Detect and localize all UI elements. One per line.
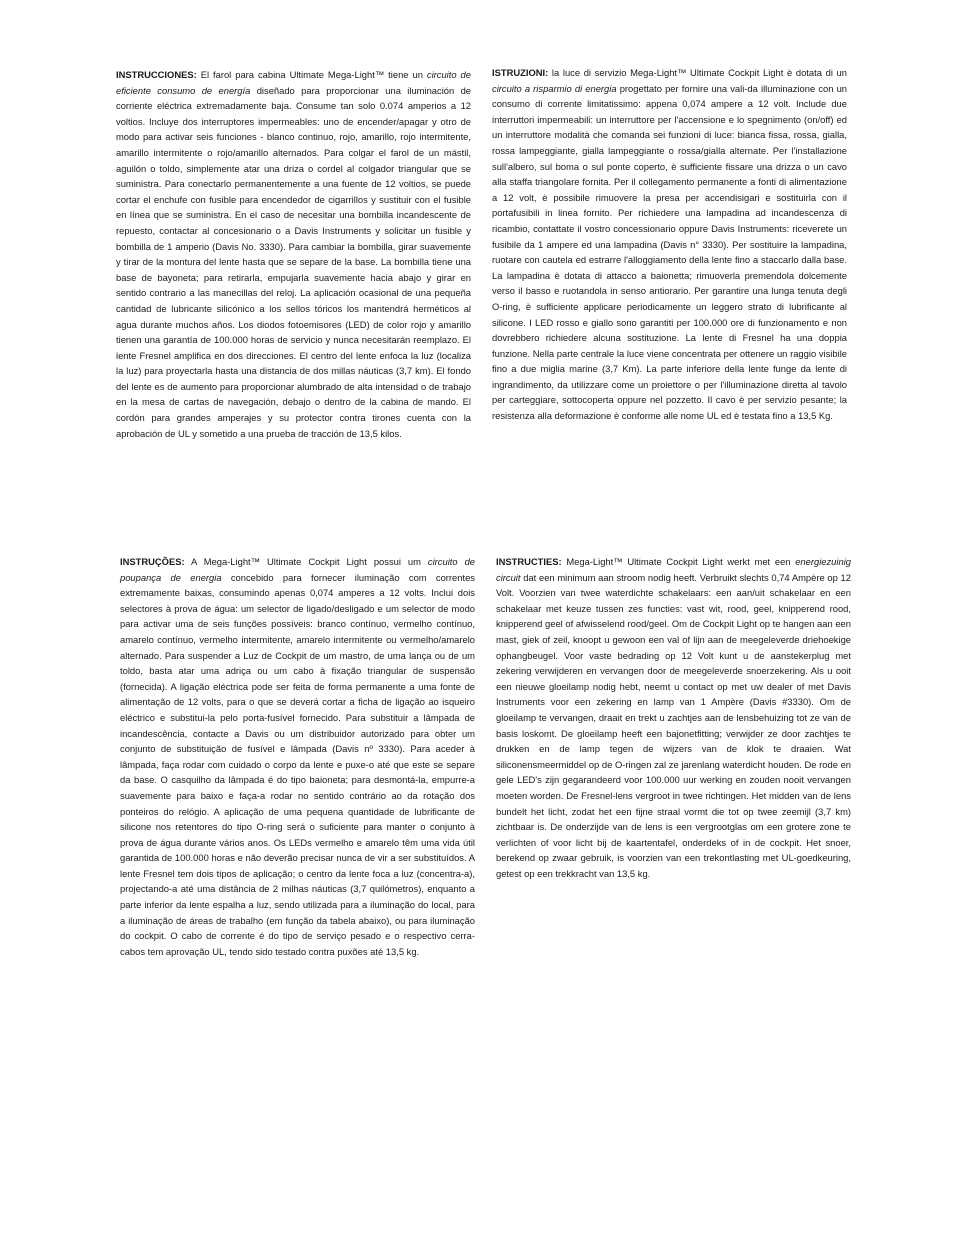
instructions-italian-paragraph xyxy=(492,65,847,424)
instructions-portuguese-emphasis: circuito de poupança de energia xyxy=(120,556,475,583)
instructions-dutch-heading: INSTRUCTIES: xyxy=(496,556,562,567)
instructions-dutch-emphasis: energiezuinig circuit xyxy=(496,556,851,583)
instructions-spanish-heading: INSTRUCCIONES: xyxy=(116,69,197,80)
instructions-spanish-text-2: diseñado para proporcionar una iluminación de corriente eléctrica extremadamente baja. Consume tan solo 0.074 amperios a 12 voltios. Incluye dos interruptores impermeables: uno de encender/apagar y otro de modo para activar seis funciones - blanco continuo, rojo, amarillo, rojo intermitente, amarillo intermitente o rojo/amarillo alternados. Para colgar el farol de un mástil, aguilón o toldo, simplemente atar una driza o cordel al colgador triangular que se suministra. Para conectarlo permanentemente a una fuente de 12 voltios, se puede cortar el enchufe con fusible para encendedor de cigarrillos y sustituir con el fusible en línea que se suministra. En el caso de necesitar una bombilla incandescente de repuesto, contactar al concesionario o a Davis Instruments y solicitar un fusible y bombilla de 1 amperio (Davis No. 3330). Para cambiar la bombilla, girar suavemente y tirar de la montura del lente hasta que se separe de la base. La bombilla tiene una base de bayoneta; para retirarla, empujarla suavemente hacia abajo y girar en sentido contrario a las manecillas del reloj. La aplicación ocasional de una pequeña cantidad de lubricante silicónico a los sellos tóricos los mantendrá herméticos al agua durante muchos años. Los diodos fotoemisores (LED) de color rojo y amarillo tienen una garantía de 100.000 horas de servicio y nunca necesitarán reemplazo. El lente Fresnel amplifica en dos direcciones. El centro del lente enfoca la luz (localiza la luz) para proyectarla hasta una distancia de dos millas náuticas (3,7 km). El fondo del lente es de aumento para proporcionar alumbrado de alta intensidad o de trabajo en la mesa de cartas de navegación, debajo o dentro de la cabina de mando. El cordón para grandes amperajes y su protector contra tirones cuenta con la aprobación de UL y sometido a una prueba de tracción de 13,5 kilos. xyxy=(116,84,472,439)
instructions-italian-heading: ISTRUZIONI: xyxy=(492,67,549,78)
instructions-portuguese-paragraph xyxy=(120,554,475,959)
instructions-portuguese-text-1: A Mega-Light™ Ultimate Cockpit Light possui um xyxy=(184,556,428,567)
instructions-portuguese-heading: INSTRUÇÕES: xyxy=(120,556,185,567)
instructions-dutch-text-1: Mega-Light™ Ultimate Cockpit Light werkt met een xyxy=(561,556,796,567)
instructions-italian-emphasis: circuito a risparmio di energia xyxy=(492,82,617,94)
instructions-dutch xyxy=(496,554,851,881)
instructions-spanish-paragraph xyxy=(116,67,471,441)
instructions-italian-text-1: la luce di servizio Mega-Light™ Ultimate Cockpit Light è dotata di un xyxy=(548,67,847,78)
instructions-spanish-emphasis: circuito de eficiente consumo de energía xyxy=(116,69,471,96)
instructions-portuguese-text-2: concebido para fornecer iluminação com correntes extremamente baixas, consumindo apenas 0,074 amperes a 12 volts. Inclui dois selectores à prova de água: um selector de ligado/desligado e um selector de modo para activar uma de seis funções possíveis: branco contínuo, vermelho contínuo, amarelo contínuo, vermelho intermitente, amarelo intermitente ou vermelho/amarelo alternado. Para suspender a Luz de Cockpit de um mastro, de uma lança ou de um toldo, basta atar uma adriça ou um cabo à fixação triangular de suspensão (fornecida). A ligação eléctrica pode ser feita de forma permanente a uma fonte de alimentação de 12 volts, para o que se deverá cortar a ficha de ligação ao isqueiro eléctrico e substitui-la pelo porta-fusível fornecido. Para substituir a lâmpada de incandescência, contacte a Davis ou um distribuidor autorizado para obter um conjunto de substituição de fusível e lâmpada (Davis nº 3330). Para aceder à lâmpada, faça rodar com cuidado o corpo da lente e puxe-o até que este se separe da base. O casquilho da lâmpada é do tipo baioneta; para desmontá-la, empurre-a suavemente para baixo e faça-a rodar no sentido contrário ao da rotação dos ponteiros do relógio. A aplicação de uma pequena quantidade de lubrificante de silicone nos retentores do tipo O-ring será o suficiente para manter o conjunto à prova de água durante vários anos. Os LEDs vermelho e amarelo têm uma vida útil garantida de 100.000 horas e não deverão precisar nunca de vir a ser substituídos. A lente Fresnel tem dois tipos de aplicação; o centro da lente foca a luz (concentra-a), projectando-a até uma distância de 2 milhas náuticas (3,7 quilómetros), enquanto a parte inferior da lente espalha a luz, sendo utilizada para a iluminação do local, para a iluminação de áreas de trabalho (em função da tabela abaixo), ou para iluminação do cockpit. O cabo de corrente é do tipo de serviço pesado e o respectivo cerra-cabos tem aprovação UL, tendo sido testado contra puxões até 13,5 kg. xyxy=(120,571,475,957)
instructions-portuguese xyxy=(120,554,475,959)
instructions-dutch-text-2: dat een minimum aan stroom nodig heeft. Verbruikt slechts 0,74 Ampère op 12 Volt. Voorzien van twee waterdichte schakelaars: een aan/uit schakelaar en een schakelaar met keuze tussen zes functies: vast wit, rood, geel, knipperend rood, knipperend geel of afwisselend rood/geel. Om de Cockpit Light op te hangen aan een mast, giek of zeil, knoopt u gewoon een val of lijn aan de meegeleverde driehoekige ophangbeugel. Voor vaste bedrading op 12 Volt kunt u de aanstekerplug met zekering verwijderen en vervangen door de meegeleverde snoerzekering. Als u ooit een nieuwe gloeilamp nodig hebt, neemt u contact op met uw dealer of met Davis Instruments voor een zekering en lamp van 1 Ampère (Davis #3330). Om de gloeilamp te vervangen, draait en trekt u zachtjes aan de lensbehuizing tot ze van de basis loskomt. De gloeilamp heeft een bajonetfitting; verwijder ze door zachtjes te drukken en de lamp tegen de wijzers van de klok te draaien. Wat siliconensmeermiddel op de O-ringen zal ze jarenlang waterdicht houden. De rode en gele LED's zijn gegarandeerd voor 100.000 uur werking en zouden nooit vervangen moeten worden. De Fresnel-lens vergroot in twee richtingen. Het midden van de lens bundelt het licht, zodat het een fijne straal vormt die tot op twee zeemijl (3,7 km) zichtbaar is. De onderzijde van de lens is een vergrootglas om een grotere zone te verlichten of voor licht bij de kaartentafel, onderdeks of in de cockpit. Het snoer, berekend op zwaar gebruik, is voorzien van een trekontlasting met UL-goedkeuring, getest op een trekkracht van 13,5 kg. xyxy=(496,571,851,879)
instructions-spanish xyxy=(116,67,471,441)
instructions-italian xyxy=(492,65,847,424)
instructions-dutch-paragraph xyxy=(496,554,851,881)
instructions-spanish-text-1: El farol para cabina Ultimate Mega-Light™ tiene un xyxy=(196,69,427,80)
instructions-italian-text-2: progettato per fornire una vali-da illuminazione con un consumo di corrente limitatissimo: appena 0,074 ampere a 12 volt. Include due interruttori impermeabili: un interruttore per l'accensione e lo spegnimento (on/off) ed un interruttore modalità che comanda sei funzioni di luce: bianca fissa, rossa, gialla, rossa lampeggiante, gialla lampeggiante o rossa/gialla alternate. Per l'installazione sull'albero, sul boma o sul ponte coperto, è sufficiente fissare una drizza o un cavo alla staffa triangolare fornita. Per il collegamento permanente a fonti di alimentazione a 12 volt, è possibile rimuovere la presa per accendisigari e sostituirla con il portafusibili in linea fornito. Per richiedere una lampadina ad incandescenza di ricambio, contattate il vostro concessionario oppure Davis Instruments: riceverete un fusibile da 1 ampere ed una lampadina (Davis n° 3330). Per sostituire la lampadina, ruotare con cautela ed estrarre l'alloggiamento della lente fino a staccarlo dalla base. La lampadina è dotata di attacco a baionetta; rimuoverla premendola dolcemente verso il basso e ruotandola in senso antiorario. Per garantire una lunga tenuta degli O-ring, è sufficiente applicare periodicamente un leggero strato di lubrificante al silicone. I LED rosso e giallo sono garantiti per 100.000 ore di funzionamento e non dovrebbero richiedere alcuna sostituzione. La lente di Fresnel ha una doppia funzione. Nella parte centrale la luce viene concentrata per ottenere un raggio visibile fino a due miglia marine (3,7 Km). La parte inferiore della lente funge da lente di ingrandimento, da utilizzare come un proiettore o per l'illuminazione diretta al tavolo per carteggiare, sottocoperta oppure nel pozzetto. Il cavo è per servizio pesante; la resistenza alla deformazione è conforme alle nome UL ed è testata fino a 13,5 Kg. xyxy=(492,82,847,422)
